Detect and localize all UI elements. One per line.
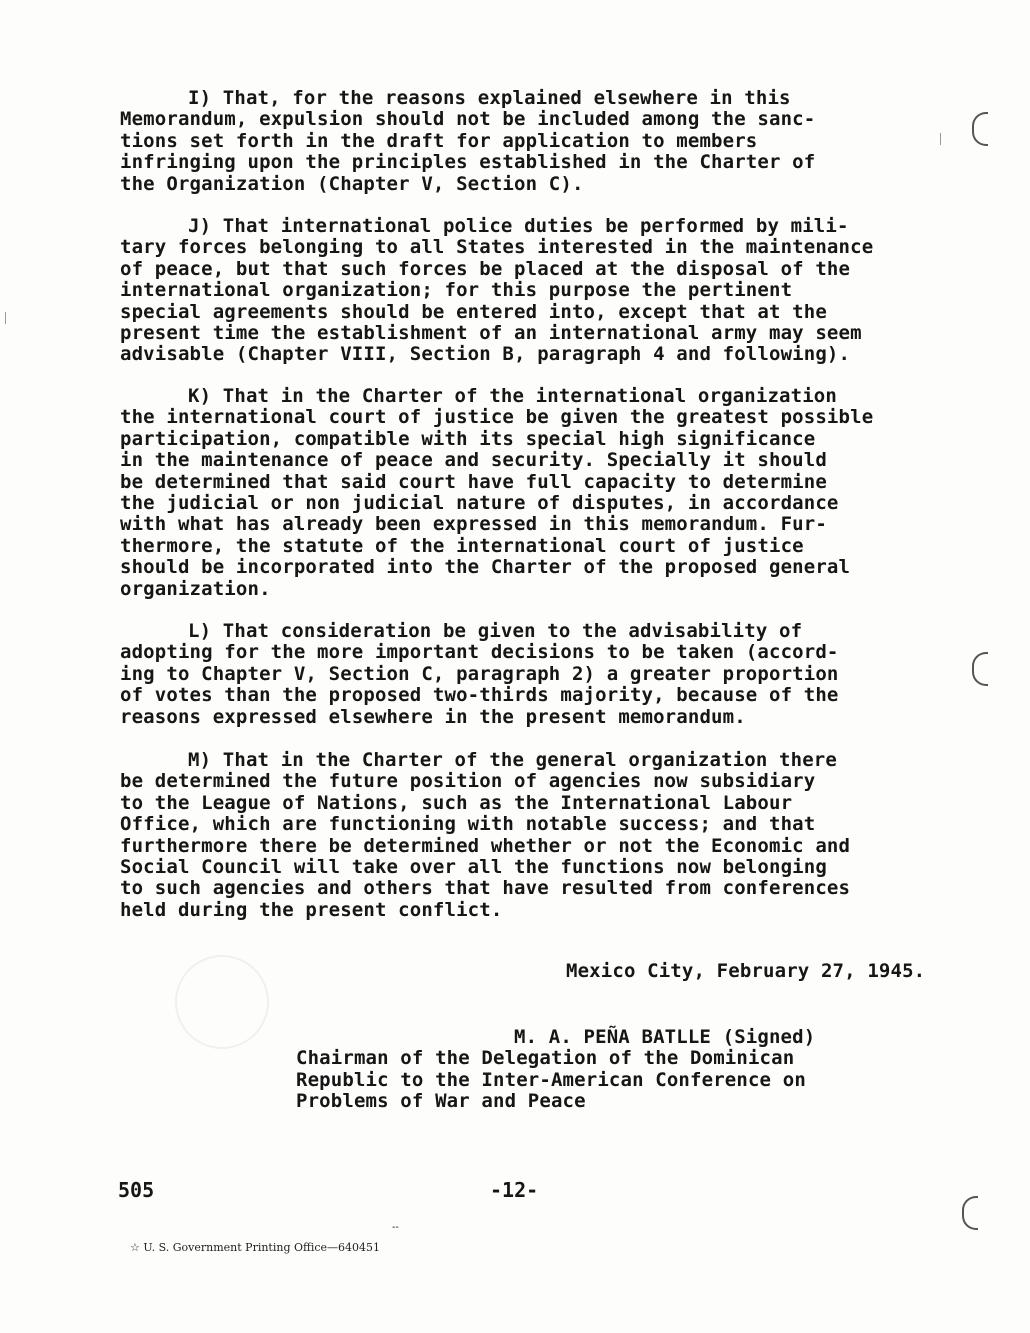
text-line: L) That consideration be given to the advisability of	[188, 620, 803, 642]
signature-block	[296, 1027, 815, 1113]
paragraph-m	[120, 750, 970, 921]
text-line: I) That, for the reasons explained elsewhere in this	[188, 87, 791, 109]
text-line: be determined the future position of agencies now subsidiary	[120, 770, 816, 793]
text-line: held during the present conflict.	[120, 898, 503, 921]
paragraph-l	[120, 621, 970, 728]
text-line: furthermore there be determined whether or not the Economic and	[120, 834, 851, 857]
text-line: adopting for the more important decisions to be taken (accord-	[120, 641, 839, 664]
place-and-date: Mexico City, February 27, 1945.	[566, 960, 926, 982]
text-line: M) That in the Charter of the general organization there	[188, 749, 837, 771]
text-line: of votes than the proposed two-thirds majority, because of the	[120, 684, 839, 707]
text-line: Social Council will take over all the functions now belonging	[120, 856, 827, 879]
text-line: international organization; for this purpose the pertinent	[120, 279, 793, 302]
text-line: thermore, the statute of the international court of justice	[120, 534, 804, 557]
margin-mark	[5, 312, 6, 324]
signer-name: M. A. PEÑA BATLLE (Signed)	[514, 1026, 816, 1048]
text-line: tary forces belonging to all States interested in the maintenance	[120, 236, 874, 259]
text-line: participation, compatible with its special high significance	[120, 427, 816, 450]
signer-title-line: Chairman of the Delegation of the Dominican	[296, 1047, 795, 1070]
signer-title-line: Problems of War and Peace	[296, 1090, 586, 1113]
text-line: ing to Chapter V, Section C, paragraph 2) a greater proportion	[120, 662, 839, 685]
text-line: present time the establishment of an international army may seem	[120, 322, 862, 345]
archive-stamp-seal	[166, 946, 277, 1057]
paragraph-i	[120, 88, 970, 195]
text-line: the judicial or non judicial nature of disputes, in accordance	[120, 492, 839, 515]
margin-mark	[940, 133, 941, 145]
printing-office-text: ☆ U. S. Government Printing Office—640451	[130, 1241, 381, 1254]
text-line: to such agencies and others that have resulted from conferences	[120, 877, 851, 900]
text-line: should be incorporated into the Charter of the proposed general	[120, 556, 851, 579]
text-line: K) That in the Charter of the international organization	[188, 385, 837, 407]
text-line: to the League of Nations, such as the International Labour	[120, 791, 793, 814]
text-line: Memorandum, expulsion should not be included among the sanc-	[120, 108, 816, 131]
signer-title-line: Republic to the Inter-American Conference on	[296, 1068, 806, 1091]
document-number: 505	[118, 1178, 155, 1202]
text-line: the international court of justice be given the greatest possible	[120, 406, 874, 429]
binder-hole-icon	[972, 652, 988, 686]
printing-mark: --	[392, 1222, 399, 1233]
text-line: advisable (Chapter VIII, Section B, paragraph 4 and following).	[120, 343, 851, 366]
text-line: J) That international police duties be performed by mili-	[188, 215, 849, 237]
text-line: infringing upon the principles established in the Charter of	[120, 151, 816, 174]
text-line: organization.	[120, 577, 271, 600]
binder-hole-icon	[972, 112, 988, 146]
text-line: Office, which are functioning with notable success; and that	[120, 813, 816, 836]
text-line: be determined that said court have full capacity to determine	[120, 470, 827, 493]
text-line: in the maintenance of peace and security. Specially it should	[120, 449, 827, 472]
text-line: with what has already been expressed in this memorandum. Fur-	[120, 513, 827, 536]
binder-hole-icon	[962, 1196, 978, 1230]
printing-office-imprint	[116, 1222, 399, 1280]
text-line: tions set forth in the draft for application to members	[120, 129, 758, 152]
text-line: reasons expressed elsewhere in the present memorandum.	[120, 705, 746, 728]
page-number: -12-	[490, 1178, 539, 1202]
text-line: the Organization (Chapter V, Section C).	[120, 172, 584, 195]
text-line: of peace, but that such forces be placed at the disposal of the	[120, 257, 851, 280]
paragraph-k	[120, 386, 970, 600]
paragraph-j	[120, 216, 970, 366]
text-line: special agreements should be entered into, except that at the	[120, 300, 827, 323]
